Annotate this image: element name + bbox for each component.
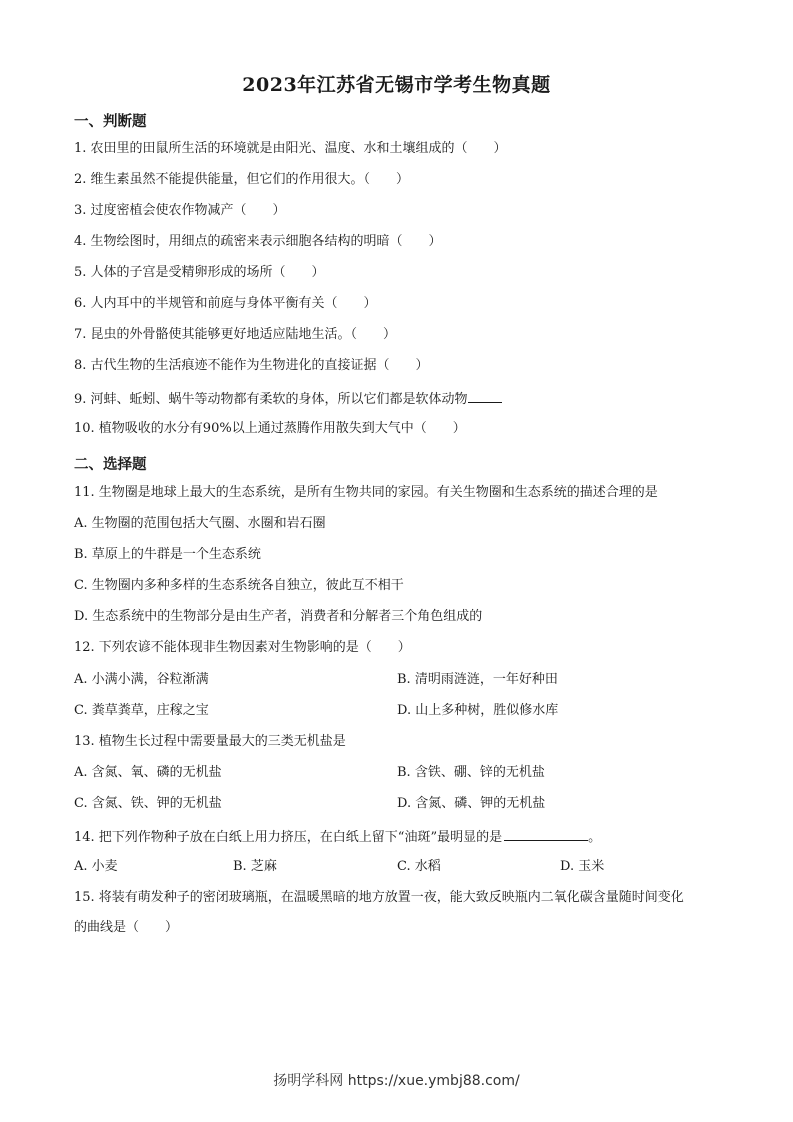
question-11-stem: 11. 生物圈是地球上最大的生态系统，是所有生物共同的家园。有关生物圈和生态系统的描述合理的是 (74, 485, 658, 500)
question-10: 10. 植物吸收的水分有90%以上通过蒸腾作用散失到大气中（ ） (74, 421, 466, 436)
question-14 (74, 828, 601, 846)
question-12-option-d: D. 山上多种树，胜似修水库 (397, 703, 559, 718)
question-1: 1. 农田里的田鼠所生活的环境就是由阳光、温度、水和土壤组成的（ ） (74, 141, 507, 156)
question-13-option-d: D. 含氮、磷、钾的无机盐 (397, 796, 546, 811)
question-13-option-b: B. 含铁、硼、锌的无机盐 (397, 765, 545, 780)
question-9 (74, 390, 502, 408)
section-heading-judge: 一、判断题 (74, 113, 147, 130)
question-14-option-d: D. 玉米 (560, 859, 605, 874)
answer-blank (468, 390, 502, 403)
question-12-option-b: B. 清明雨涟涟，一年好种田 (397, 672, 558, 687)
question-14-option-a: A. 小麦 (74, 859, 118, 874)
question-8: 8. 古代生物的生活痕迹不能作为生物进化的直接证据（ ） (74, 358, 429, 373)
question-3: 3. 过度密植会使农作物减产（ ） (74, 203, 286, 218)
question-7: 7. 昆虫的外骨骼使其能够更好地适应陆地生活。（ ） (74, 327, 397, 342)
question-13-option-c: C. 含氮、铁、钾的无机盐 (74, 796, 222, 811)
question-14-option-b: B. 芝麻 (233, 859, 277, 874)
question-13-option-a: A. 含氮、氧、磷的无机盐 (74, 765, 222, 780)
question-11-option-d: D. 生态系统中的生物部分是由生产者，消费者和分解者三个角色组成的 (74, 609, 483, 624)
question-14-end: 。 (588, 830, 602, 845)
question-12-option-a: A. 小满小满，谷粒渐满 (74, 672, 209, 687)
question-12-option-c: C. 粪草粪草，庄稼之宝 (74, 703, 209, 718)
question-11-option-b: B. 草原上的牛群是一个生态系统 (74, 547, 261, 562)
question-13-stem: 13. 植物生长过程中需要量最大的三类无机盐是 (74, 734, 346, 749)
page-title: 2023年江苏省无锡市学考生物真题 (242, 74, 551, 96)
question-4: 4. 生物绘图时，用细点的疏密来表示细胞各结构的明暗（ ） (74, 234, 442, 249)
question-11-option-a: A. 生物圈的范围包括大气圈、水圈和岩石圈 (74, 516, 326, 531)
footer-watermark: 扬明学科网 https://xue.ymbj88.com/ (273, 1073, 520, 1089)
question-5: 5. 人体的子宫是受精卵形成的场所（ ） (74, 265, 325, 280)
question-2: 2. 维生素虽然不能提供能量，但它们的作用很大。（ ） (74, 172, 410, 187)
question-11-option-c: C. 生物圈内多种多样的生态系统各自独立，彼此互不相干 (74, 578, 404, 593)
question-9-text: 9. 河蚌、蚯蚓、蜗牛等动物都有柔软的身体，所以它们都是软体动物 (74, 392, 468, 407)
question-12-stem: 12. 下列农谚不能体现非生物因素对生物影响的是（ ） (74, 640, 411, 655)
answer-blank (504, 828, 588, 841)
question-15-stem: 15. 将装有萌发种子的密闭玻璃瓶，在温暖黑暗的地方放置一夜，能大致反映瓶内二氧化碳含量随时间变化 (74, 890, 684, 905)
question-6: 6. 人内耳中的半规管和前庭与身体平衡有关（ ） (74, 296, 377, 311)
question-14-option-c: C. 水稻 (397, 859, 441, 874)
section-heading-choice: 二、选择题 (74, 456, 147, 473)
question-14-stem: 14. 把下列作物种子放在白纸上用力挤压，在白纸上留下“油斑”最明显的是 (74, 830, 503, 845)
question-15-stem-continued: 的曲线是（ ） (74, 920, 179, 935)
